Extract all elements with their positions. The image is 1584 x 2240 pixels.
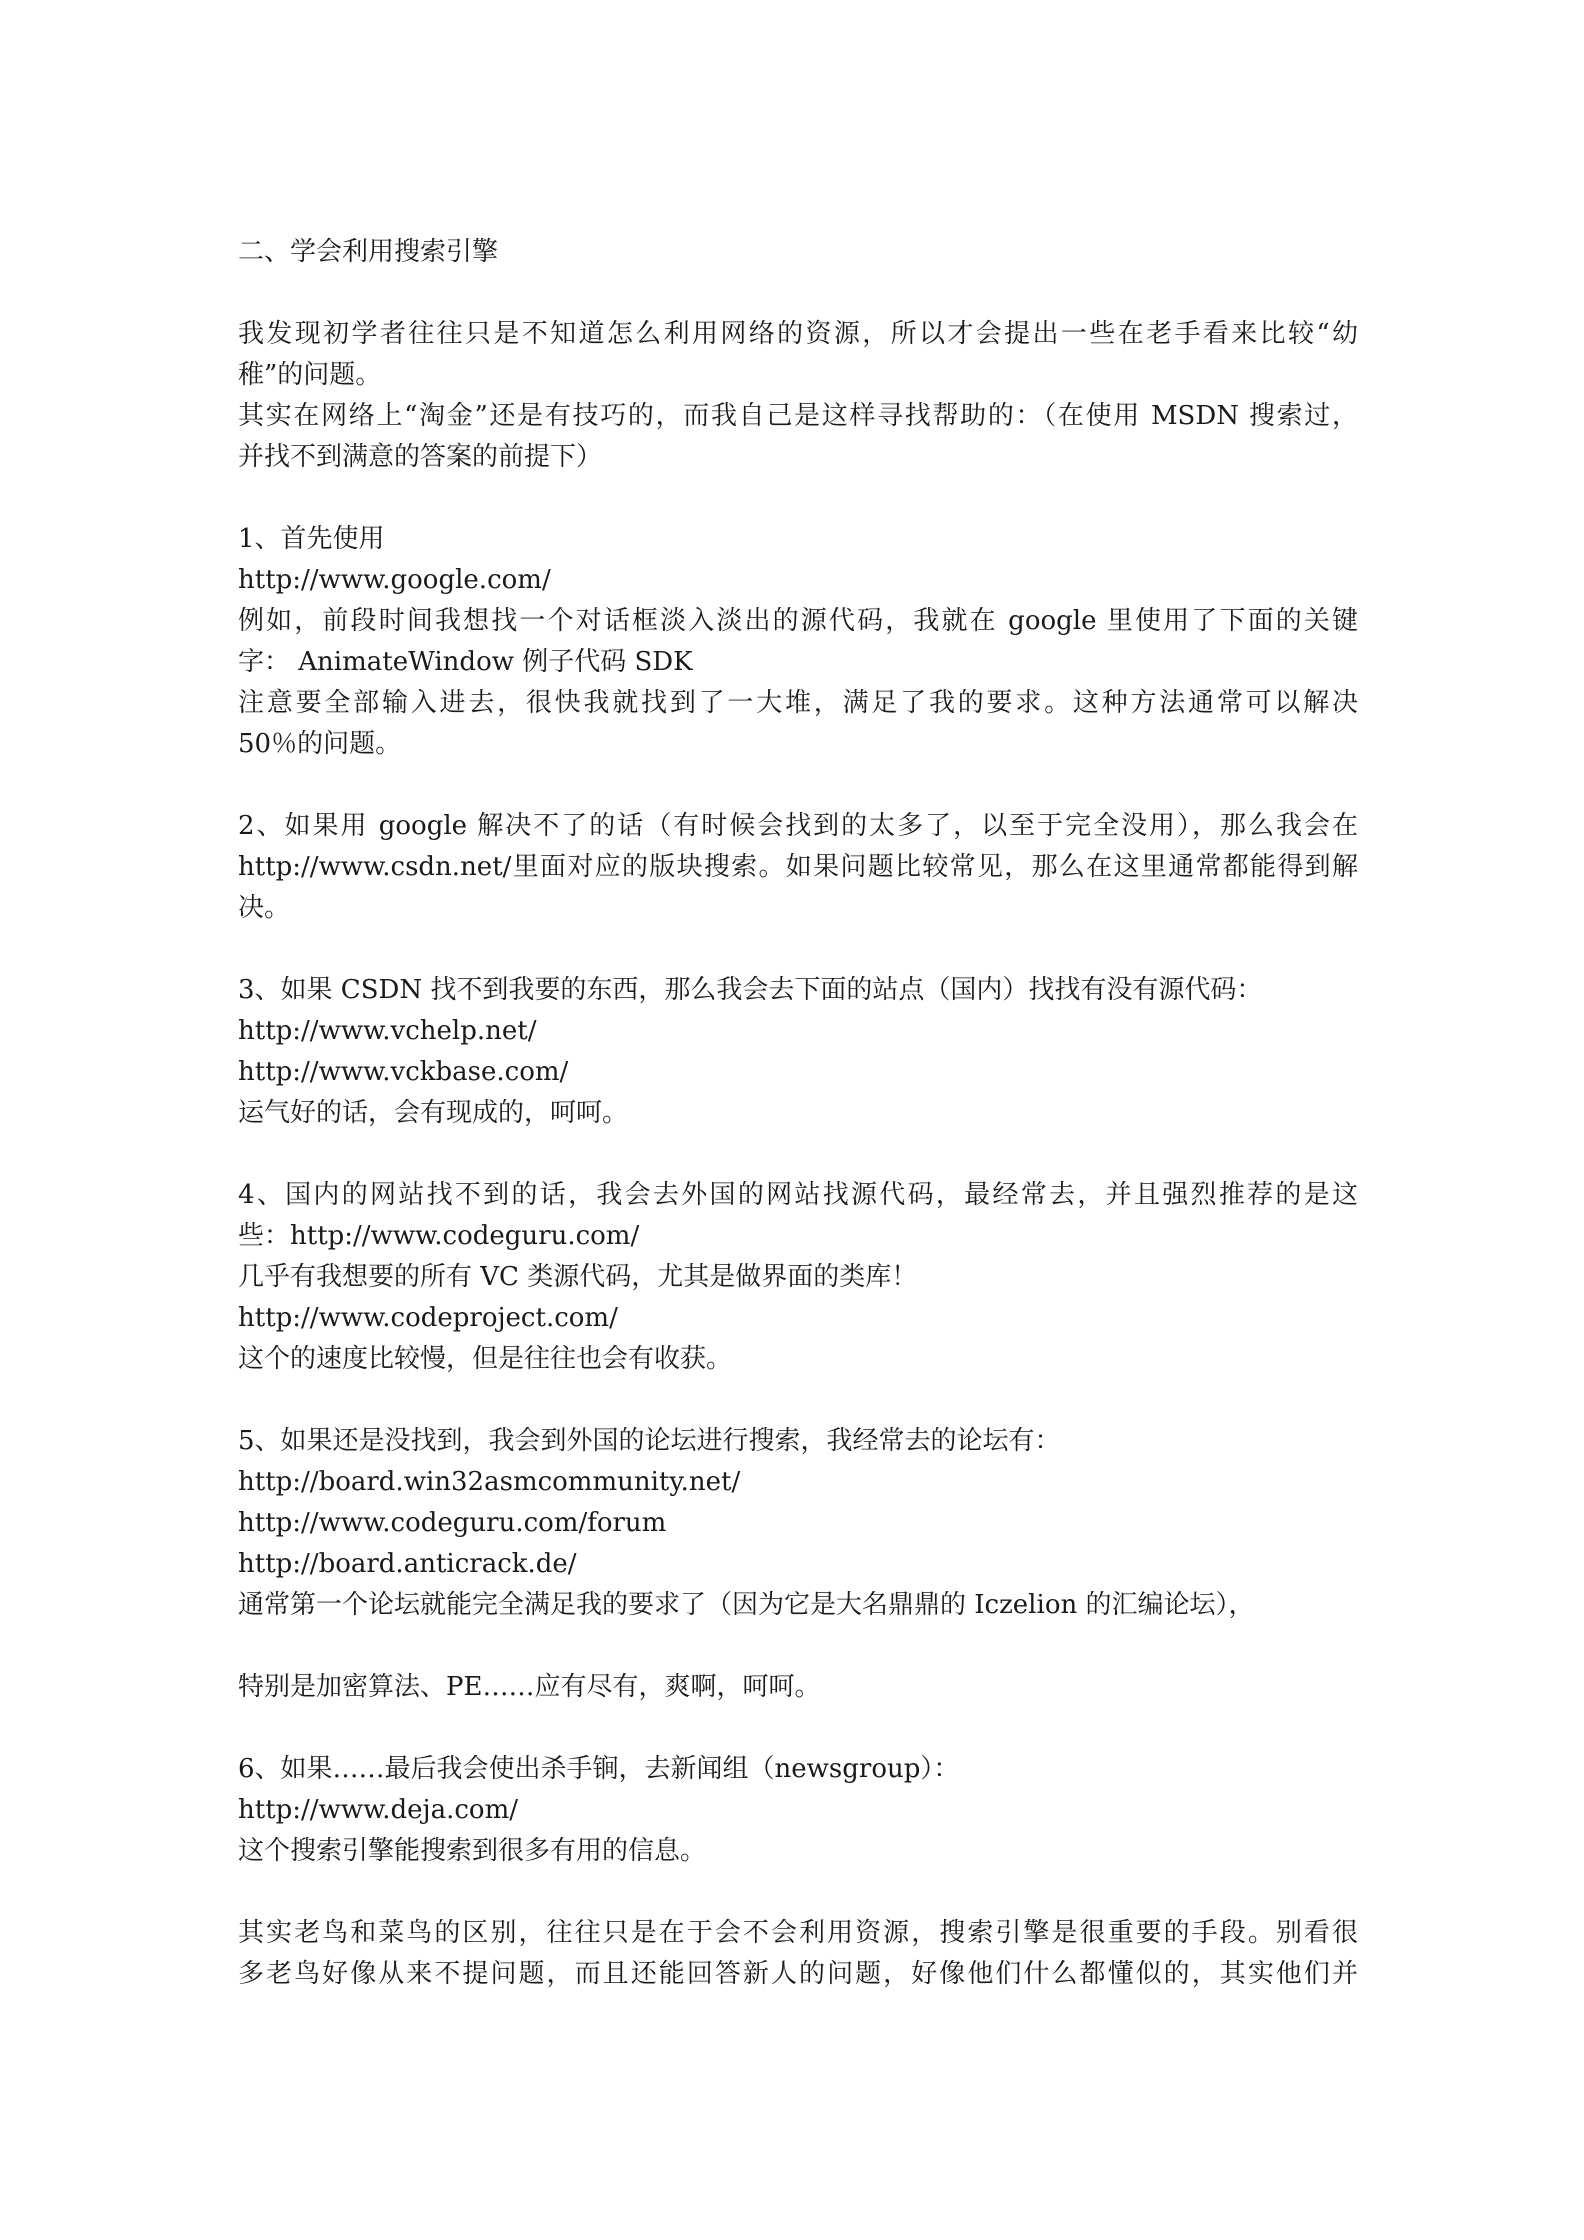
- text-line: http://board.win32asmcommunity.net/: [238, 1467, 741, 1497]
- paragraph-gap: [238, 478, 1358, 519]
- paragraph-step1: [238, 519, 1358, 765]
- text-line: http://www.codeguru.com/forum: [238, 1508, 667, 1538]
- text-line: 多老鸟好像从来不提问题，而且还能回答新人的问题，好像他们什么都懂似的，其实他们并: [238, 1959, 1358, 1989]
- text-line: http://www.deja.com/: [238, 1795, 518, 1825]
- paragraph-step3: [238, 970, 1358, 1134]
- text-line: 4、国内的网站找不到的话，我会去外国的网站找源代码，最经常去，并且强烈推荐的是这: [238, 1180, 1358, 1210]
- document-page: [238, 232, 1358, 1995]
- paragraph-gap: [238, 1708, 1358, 1749]
- paragraph-step5b: [238, 1667, 1358, 1708]
- text-line: 注意要全部输入进去，很快我就找到了一大堆，满足了我的要求。这种方法通常可以解决: [238, 688, 1358, 718]
- paragraph-conclusion: [238, 1913, 1358, 1995]
- paragraph-gap: [238, 1872, 1358, 1913]
- document-body: [238, 273, 1358, 1995]
- text-line: http://www.csdn.net/里面对应的版块搜索。如果问题比较常见，那么在这里通常都能得到解: [238, 852, 1358, 882]
- paragraph-gap: [238, 929, 1358, 970]
- text-line: 2、如果用 google 解决不了的话（有时候会找到的太多了，以至于完全没用），那么我会在: [238, 811, 1358, 841]
- text-line: 5、如果还是没找到，我会到外国的论坛进行搜索，我经常去的论坛有：: [238, 1426, 1061, 1456]
- text-line: 些：http://www.codeguru.com/: [238, 1221, 640, 1251]
- paragraph-step4: [238, 1175, 1358, 1380]
- paragraph-intro: [238, 314, 1358, 478]
- text-line: 特别是加密算法、PE……应有尽有，爽啊，呵呵。: [238, 1672, 821, 1702]
- text-line: http://www.codeproject.com/: [238, 1303, 618, 1333]
- text-line: 其实老鸟和菜鸟的区别，往往只是在于会不会利用资源，搜索引擎是很重要的手段。别看很: [238, 1918, 1358, 1948]
- text-line: 其实在网络上“淘金”还是有技巧的，而我自己是这样寻找帮助的：（在使用 MSDN 搜索过，: [238, 401, 1358, 431]
- text-line: 例如，前段时间我想找一个对话框淡入淡出的源代码，我就在 google 里使用了下面的关键: [238, 606, 1358, 636]
- paragraph-step6: [238, 1749, 1358, 1872]
- text-line: 通常第一个论坛就能完全满足我的要求了（因为它是大名鼎鼎的 Iczelion 的汇编论坛），: [238, 1590, 1255, 1620]
- text-line: 运气好的话，会有现成的，呵呵。: [238, 1098, 629, 1128]
- text-line: 3、如果 CSDN 找不到我要的东西，那么我会去下面的站点（国内）找找有没有源代码：: [238, 975, 1263, 1005]
- text-line: 字： AnimateWindow 例子代码 SDK: [238, 647, 693, 677]
- paragraph-gap: [238, 1626, 1358, 1667]
- paragraph-gap: [238, 1380, 1358, 1421]
- text-line: 这个搜索引擎能搜索到很多有用的信息。: [238, 1836, 707, 1866]
- text-line: http://www.vchelp.net/: [238, 1016, 537, 1046]
- text-line: 并找不到满意的答案的前提下）: [238, 442, 603, 472]
- paragraph-step5: [238, 1421, 1358, 1626]
- text-line: http://board.anticrack.de/: [238, 1549, 577, 1579]
- text-line: http://www.google.com/: [238, 565, 551, 595]
- text-line: 我发现初学者往往只是不知道怎么利用网络的资源，所以才会提出一些在老手看来比较“幼: [238, 319, 1358, 349]
- paragraph-gap: [238, 765, 1358, 806]
- paragraph-gap: [238, 273, 1358, 314]
- text-line: 几乎有我想要的所有 VC 类源代码，尤其是做界面的类库！: [238, 1262, 918, 1292]
- text-line: 1、首先使用: [238, 524, 385, 554]
- text-line: 6、如果……最后我会使出杀手锏，去新闻组（newsgroup）：: [238, 1754, 960, 1784]
- text-line: 决。: [238, 893, 291, 923]
- section-title: 二、学会利用搜索引擎: [238, 237, 499, 267]
- text-line: 稚”的问题。: [238, 360, 382, 390]
- paragraph-step2: [238, 806, 1358, 929]
- text-line: 50％的问题。: [238, 729, 402, 759]
- paragraph-gap: [238, 1134, 1358, 1175]
- text-line: http://www.vckbase.com/: [238, 1057, 569, 1087]
- text-line: 这个的速度比较慢，但是往往也会有收获。: [238, 1344, 733, 1374]
